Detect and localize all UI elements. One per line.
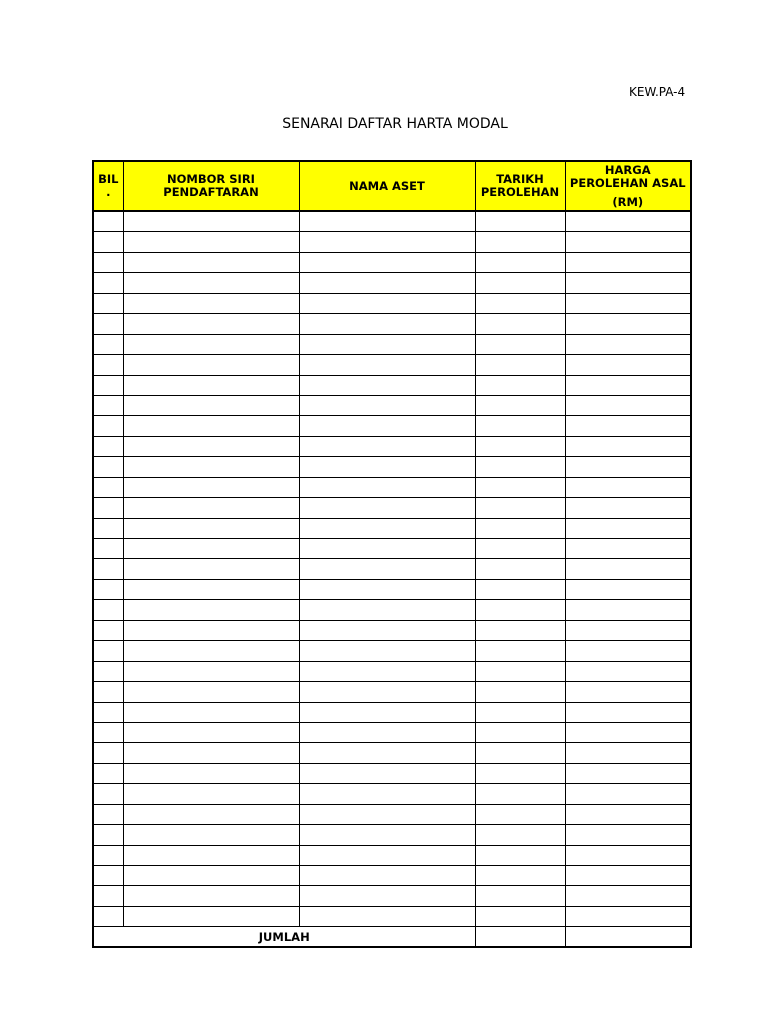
harga-cell[interactable] [565, 314, 691, 334]
nombor-siri-cell[interactable] [123, 641, 299, 661]
tarikh-cell[interactable] [475, 498, 565, 518]
nama-aset-cell[interactable] [299, 457, 475, 477]
nama-aset-cell[interactable] [299, 763, 475, 783]
tarikh-cell[interactable] [475, 906, 565, 926]
bil-cell[interactable] [93, 784, 123, 804]
harga-cell[interactable] [565, 477, 691, 497]
harga-cell[interactable] [565, 498, 691, 518]
harga-cell[interactable] [565, 804, 691, 824]
bil-cell[interactable] [93, 763, 123, 783]
bil-cell[interactable] [93, 682, 123, 702]
nama-aset-cell[interactable] [299, 416, 475, 436]
nama-aset-cell[interactable] [299, 355, 475, 375]
tarikh-cell[interactable] [475, 804, 565, 824]
tarikh-cell[interactable] [475, 579, 565, 599]
tarikh-cell[interactable] [475, 866, 565, 886]
tarikh-cell[interactable] [475, 722, 565, 742]
tarikh-cell[interactable] [475, 763, 565, 783]
harga-cell[interactable] [565, 600, 691, 620]
bil-cell[interactable] [93, 375, 123, 395]
nama-aset-cell[interactable] [299, 498, 475, 518]
table-row [93, 457, 691, 477]
nama-aset-cell[interactable] [299, 395, 475, 415]
harga-cell[interactable] [565, 886, 691, 906]
nama-aset-cell[interactable] [299, 845, 475, 865]
table-row [93, 886, 691, 906]
harga-cell[interactable] [565, 661, 691, 681]
nombor-siri-cell[interactable] [123, 355, 299, 375]
tarikh-cell[interactable] [475, 252, 565, 272]
nombor-siri-cell[interactable] [123, 906, 299, 926]
table-header-row [93, 161, 691, 211]
table-row [93, 743, 691, 763]
bil-cell[interactable] [93, 436, 123, 456]
total-harga-cell[interactable] [565, 927, 691, 948]
tarikh-cell[interactable] [475, 416, 565, 436]
nama-aset-cell[interactable] [299, 579, 475, 599]
bil-cell[interactable] [93, 334, 123, 354]
nombor-siri-cell[interactable] [123, 232, 299, 252]
tarikh-cell[interactable] [475, 641, 565, 661]
nama-aset-cell[interactable] [299, 293, 475, 313]
nombor-siri-cell[interactable] [123, 784, 299, 804]
harga-cell[interactable] [565, 232, 691, 252]
harga-cell[interactable] [565, 579, 691, 599]
bil-cell[interactable] [93, 498, 123, 518]
harga-cell[interactable] [565, 395, 691, 415]
bil-cell[interactable] [93, 661, 123, 681]
tarikh-cell[interactable] [475, 702, 565, 722]
total-label: JUMLAH [93, 927, 475, 948]
table-row [93, 375, 691, 395]
nombor-siri-cell[interactable] [123, 682, 299, 702]
table-row [93, 763, 691, 783]
bil-cell[interactable] [93, 641, 123, 661]
nama-aset-cell[interactable] [299, 252, 475, 272]
nombor-siri-cell[interactable] [123, 661, 299, 681]
nama-aset-cell[interactable] [299, 539, 475, 559]
nama-aset-cell[interactable] [299, 906, 475, 926]
tarikh-cell[interactable] [475, 436, 565, 456]
asset-register-table [92, 160, 692, 948]
bil-cell[interactable] [93, 845, 123, 865]
nama-aset-cell[interactable] [299, 518, 475, 538]
nama-aset-cell[interactable] [299, 641, 475, 661]
harga-header-unit: (RM) [612, 194, 644, 209]
tarikh-cell[interactable] [475, 518, 565, 538]
total-row [93, 927, 691, 948]
nombor-siri-cell[interactable] [123, 457, 299, 477]
tarikh-cell[interactable] [475, 600, 565, 620]
nama-aset-cell[interactable] [299, 743, 475, 763]
tarikh-cell[interactable] [475, 314, 565, 334]
nama-aset-cell[interactable] [299, 334, 475, 354]
table-row [93, 252, 691, 272]
nama-aset-cell[interactable] [299, 804, 475, 824]
harga-cell[interactable] [565, 682, 691, 702]
tarikh-cell[interactable] [475, 395, 565, 415]
table-row [93, 559, 691, 579]
table-row [93, 334, 691, 354]
harga-cell[interactable] [565, 743, 691, 763]
table-row [93, 600, 691, 620]
nombor-siri-cell[interactable] [123, 395, 299, 415]
table-row [93, 477, 691, 497]
harga-cell[interactable] [565, 518, 691, 538]
nama-aset-cell[interactable] [299, 477, 475, 497]
nombor-siri-cell[interactable] [123, 314, 299, 334]
tarikh-cell[interactable] [475, 845, 565, 865]
nama-aset-cell[interactable] [299, 436, 475, 456]
bil-cell[interactable] [93, 804, 123, 824]
nama-aset-cell[interactable] [299, 784, 475, 804]
table-row [93, 722, 691, 742]
nama-aset-cell[interactable] [299, 211, 475, 232]
bil-cell[interactable] [93, 579, 123, 599]
tarikh-cell[interactable] [475, 273, 565, 293]
nombor-siri-cell[interactable] [123, 477, 299, 497]
table-row [93, 825, 691, 845]
tarikh-cell[interactable] [475, 293, 565, 313]
nombor-siri-cell[interactable] [123, 293, 299, 313]
bil-cell[interactable] [93, 518, 123, 538]
table-row [93, 498, 691, 518]
harga-cell[interactable] [565, 702, 691, 722]
tarikh-cell[interactable] [475, 355, 565, 375]
table-row [93, 293, 691, 313]
table-row [93, 232, 691, 252]
nombor-siri-cell[interactable] [123, 416, 299, 436]
harga-cell[interactable] [565, 641, 691, 661]
tarikh-cell[interactable] [475, 457, 565, 477]
bil-cell[interactable] [93, 252, 123, 272]
bil-cell[interactable] [93, 232, 123, 252]
bil-cell[interactable] [93, 559, 123, 579]
nama-aset-cell[interactable] [299, 682, 475, 702]
table-row [93, 355, 691, 375]
bil-cell[interactable] [93, 293, 123, 313]
table-row [93, 845, 691, 865]
page-title: SENARAI DAFTAR HARTA MODAL [282, 116, 508, 132]
nombor-siri-cell[interactable] [123, 620, 299, 640]
harga-cell[interactable] [565, 620, 691, 640]
bil-cell[interactable] [93, 825, 123, 845]
nombor-siri-cell[interactable] [123, 579, 299, 599]
tarikh-cell[interactable] [475, 886, 565, 906]
nama-aset-cell[interactable] [299, 722, 475, 742]
nombor-siri-cell[interactable] [123, 498, 299, 518]
table-row [93, 273, 691, 293]
nombor-siri-cell[interactable] [123, 825, 299, 845]
harga-cell[interactable] [565, 436, 691, 456]
harga-cell[interactable] [565, 355, 691, 375]
table-row [93, 866, 691, 886]
harga-cell[interactable] [565, 845, 691, 865]
nombor-siri-cell[interactable] [123, 722, 299, 742]
harga-cell[interactable] [565, 784, 691, 804]
harga-cell[interactable] [565, 539, 691, 559]
harga-cell[interactable] [565, 722, 691, 742]
bil-cell[interactable] [93, 211, 123, 232]
bil-cell[interactable] [93, 477, 123, 497]
table-row [93, 539, 691, 559]
nama-aset-cell[interactable] [299, 232, 475, 252]
nombor-siri-cell[interactable] [123, 211, 299, 232]
harga-cell[interactable] [565, 211, 691, 232]
column-header-harga [565, 161, 691, 211]
table-row [93, 906, 691, 926]
nama-aset-cell[interactable] [299, 620, 475, 640]
tarikh-cell[interactable] [475, 477, 565, 497]
table-row [93, 416, 691, 436]
harga-cell[interactable] [565, 906, 691, 926]
table-row [93, 211, 691, 232]
table-row [93, 661, 691, 681]
harga-cell[interactable] [565, 457, 691, 477]
nombor-siri-cell[interactable] [123, 559, 299, 579]
tarikh-cell[interactable] [475, 682, 565, 702]
bil-cell[interactable] [93, 743, 123, 763]
table-row [93, 784, 691, 804]
table-row [93, 314, 691, 334]
tarikh-cell[interactable] [475, 620, 565, 640]
nombor-siri-cell[interactable] [123, 866, 299, 886]
bil-cell[interactable] [93, 539, 123, 559]
bil-cell[interactable] [93, 600, 123, 620]
table-row [93, 702, 691, 722]
nombor-siri-cell[interactable] [123, 763, 299, 783]
tarikh-cell[interactable] [475, 539, 565, 559]
bil-cell[interactable] [93, 273, 123, 293]
tarikh-cell[interactable] [475, 334, 565, 354]
bil-cell[interactable] [93, 866, 123, 886]
table-row [93, 436, 691, 456]
tarikh-cell[interactable] [475, 375, 565, 395]
nama-aset-cell[interactable] [299, 886, 475, 906]
table-row [93, 395, 691, 415]
nombor-siri-cell[interactable] [123, 518, 299, 538]
table-row [93, 804, 691, 824]
tarikh-cell[interactable] [475, 743, 565, 763]
bil-cell[interactable] [93, 886, 123, 906]
nombor-siri-cell[interactable] [123, 375, 299, 395]
tarikh-cell[interactable] [475, 784, 565, 804]
nombor-siri-cell[interactable] [123, 436, 299, 456]
nama-aset-cell[interactable] [299, 375, 475, 395]
harga-cell[interactable] [565, 416, 691, 436]
nombor-siri-cell[interactable] [123, 702, 299, 722]
harga-cell[interactable] [565, 763, 691, 783]
form-code: KEW.PA-4 [629, 85, 686, 99]
nama-aset-cell[interactable] [299, 866, 475, 886]
bil-cell[interactable] [93, 906, 123, 926]
table-row [93, 682, 691, 702]
harga-cell[interactable] [565, 252, 691, 272]
harga-cell[interactable] [565, 866, 691, 886]
harga-cell[interactable] [565, 825, 691, 845]
table-row [93, 518, 691, 538]
harga-cell[interactable] [565, 375, 691, 395]
nama-aset-cell[interactable] [299, 559, 475, 579]
nombor-siri-cell[interactable] [123, 539, 299, 559]
nombor-siri-cell[interactable] [123, 334, 299, 354]
nombor-siri-cell[interactable] [123, 845, 299, 865]
bil-cell[interactable] [93, 620, 123, 640]
table-row [93, 641, 691, 661]
nombor-siri-cell[interactable] [123, 252, 299, 272]
harga-cell[interactable] [565, 273, 691, 293]
bil-cell[interactable] [93, 722, 123, 742]
bil-cell[interactable] [93, 702, 123, 722]
column-header-nombor-siri: NOMBOR SIRI PENDAFTARAN [123, 161, 299, 211]
nombor-siri-cell[interactable] [123, 743, 299, 763]
nama-aset-cell[interactable] [299, 702, 475, 722]
column-header-nama-aset: NAMA ASET [299, 161, 475, 211]
harga-cell[interactable] [565, 293, 691, 313]
column-header-tarikh: TARIKH PEROLEHAN [475, 161, 565, 211]
nombor-siri-cell[interactable] [123, 804, 299, 824]
harga-cell[interactable] [565, 559, 691, 579]
tarikh-cell[interactable] [475, 211, 565, 232]
total-tarikh-cell[interactable] [475, 927, 565, 948]
harga-cell[interactable] [565, 334, 691, 354]
nombor-siri-cell[interactable] [123, 273, 299, 293]
tarikh-cell[interactable] [475, 559, 565, 579]
nombor-siri-cell[interactable] [123, 886, 299, 906]
bil-cell[interactable] [93, 416, 123, 436]
table-row [93, 579, 691, 599]
tarikh-cell[interactable] [475, 825, 565, 845]
column-header-bil: BIL . [93, 161, 123, 211]
bil-cell[interactable] [93, 457, 123, 477]
bil-cell[interactable] [93, 395, 123, 415]
nama-aset-cell[interactable] [299, 314, 475, 334]
tarikh-cell[interactable] [475, 661, 565, 681]
table-row [93, 620, 691, 640]
nombor-siri-cell[interactable] [123, 600, 299, 620]
nama-aset-cell[interactable] [299, 825, 475, 845]
nama-aset-cell[interactable] [299, 273, 475, 293]
nama-aset-cell[interactable] [299, 600, 475, 620]
harga-header-label: HARGA PEROLEHAN ASAL [569, 162, 686, 190]
bil-cell[interactable] [93, 355, 123, 375]
tarikh-cell[interactable] [475, 232, 565, 252]
nama-aset-cell[interactable] [299, 661, 475, 681]
bil-cell[interactable] [93, 314, 123, 334]
